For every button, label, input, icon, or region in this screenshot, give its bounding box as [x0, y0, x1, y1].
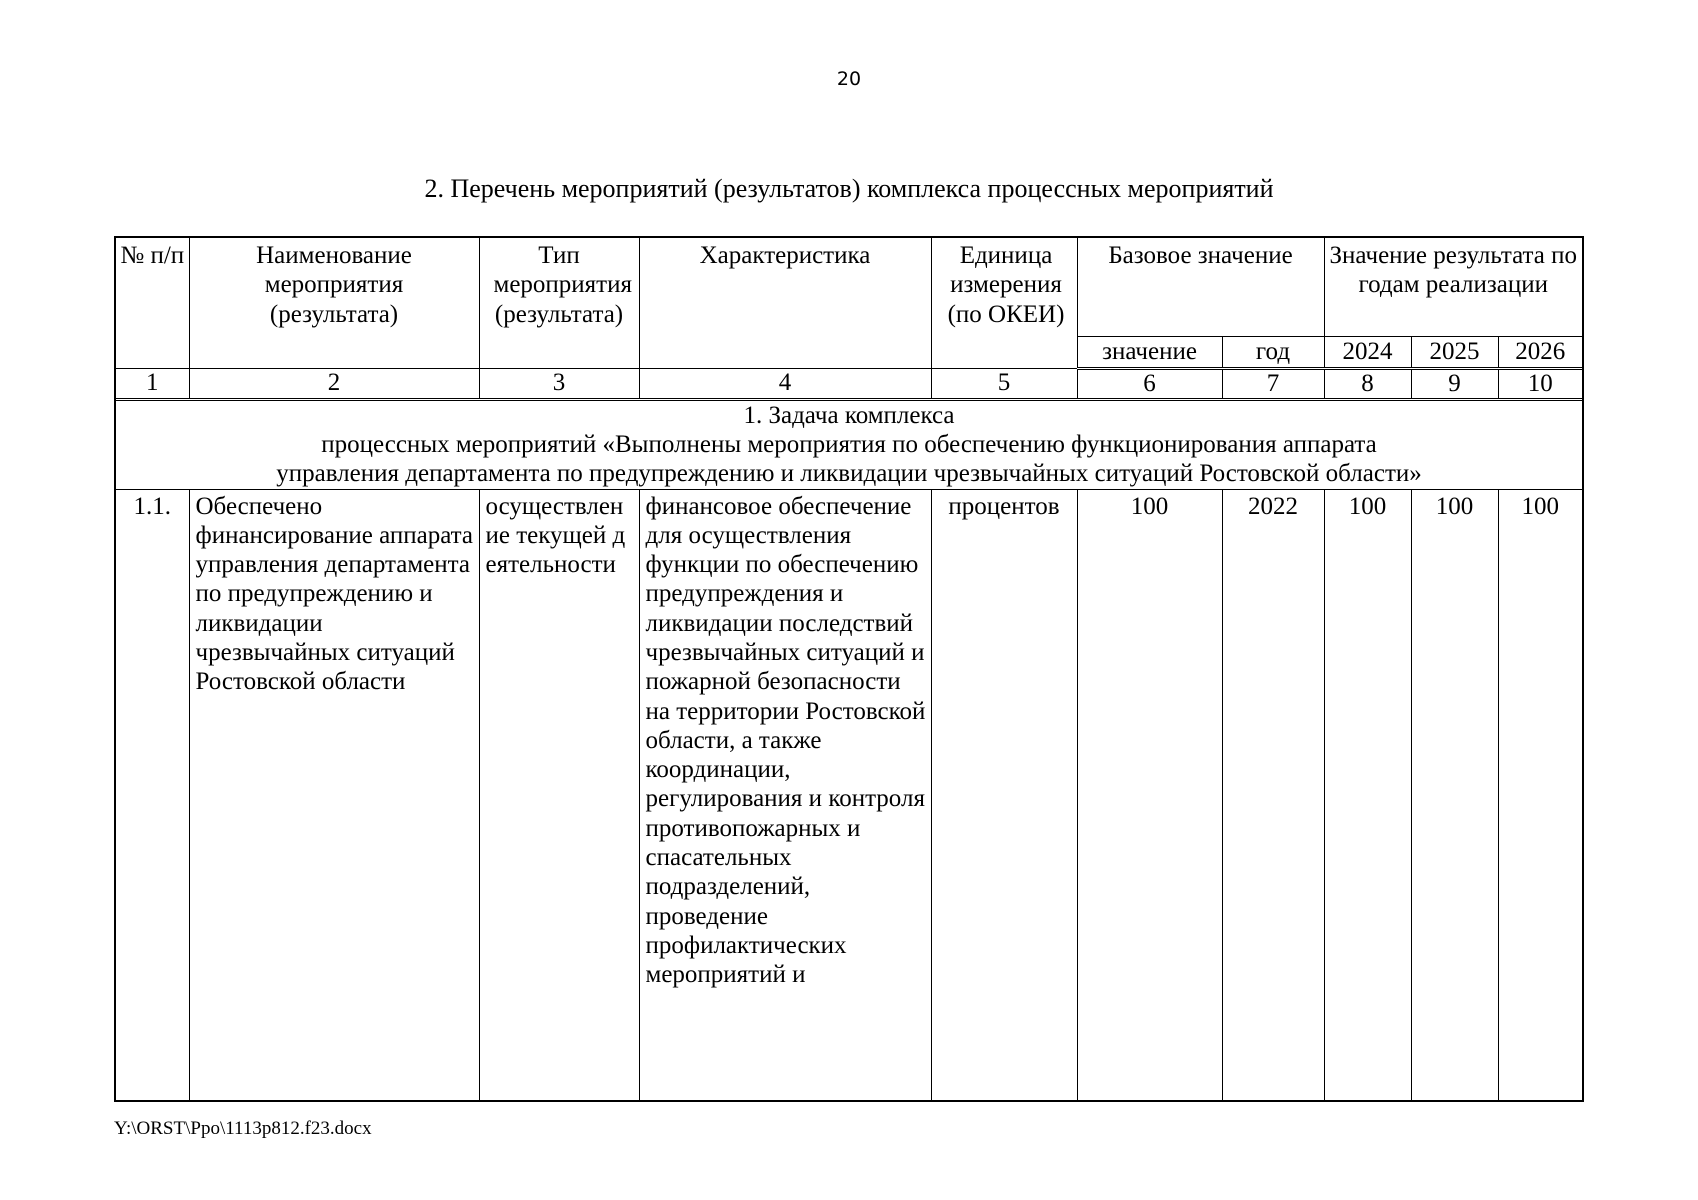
row-unit: процентов — [931, 489, 1077, 1102]
task-heading — [116, 399, 1582, 489]
row-value-2024: 100 — [1324, 489, 1411, 1102]
row-value-2025: 100 — [1411, 489, 1498, 1102]
column-number: 7 — [1222, 368, 1324, 399]
column-number-row — [116, 368, 1582, 399]
column-number: 1 — [116, 368, 189, 399]
row-characteristic: финансовое обеспечение для осуществления функции по обеспечению предупреждения и ликвидации последствий чрезвычайных ситуаций и пожарной безопасности на территории Ростовской области, а также координации, регулирования и контроля противопожарных и спасательных подразделений, проведение профилактических мероприятий и — [639, 489, 931, 1102]
row-base-year: 2022 — [1222, 489, 1324, 1102]
header-base-value: значение — [1077, 336, 1222, 368]
header-name: Наименование мероприятия (результата) — [189, 238, 479, 368]
header-result: Значение результата по годам реализации — [1324, 238, 1582, 336]
header-year-2026: 2026 — [1498, 336, 1582, 368]
row-num: 1.1. — [116, 489, 189, 1102]
column-number: 9 — [1411, 368, 1498, 399]
task-heading-line: 1. Задача комплекса — [743, 401, 955, 429]
document-title: 2. Перечень мероприятий (результатов) комплекса процессных мероприятий — [424, 174, 1274, 203]
column-number: 2 — [189, 368, 479, 399]
column-number: 8 — [1324, 368, 1411, 399]
header-type: Тип мероприятия (результата) — [479, 238, 639, 368]
column-number: 4 — [639, 368, 931, 399]
page-number: 20 — [836, 68, 862, 90]
header-year-2024: 2024 — [1324, 336, 1411, 368]
row-value-2026: 100 — [1498, 489, 1582, 1102]
column-number: 3 — [479, 368, 639, 399]
task-row — [116, 399, 1582, 489]
header-characteristic: Характеристика — [639, 238, 931, 368]
header-base-year: год — [1222, 336, 1324, 368]
header-base: Базовое значение — [1077, 238, 1324, 336]
column-number: 10 — [1498, 368, 1582, 399]
row-base-value: 100 — [1077, 489, 1222, 1102]
header-year-2025: 2025 — [1411, 336, 1498, 368]
row-type: осуществление текущей деятельности — [479, 489, 639, 1102]
table-row — [116, 489, 1582, 1102]
header-row — [116, 238, 1582, 336]
column-number: 6 — [1077, 368, 1222, 399]
footer-file-path: Y:\ORST\Ppo\1113p812.f23.docx — [114, 1118, 372, 1139]
measures-table — [114, 236, 1584, 1102]
header-num: № п/п — [116, 238, 189, 368]
task-heading-line: процессных мероприятий «Выполнены мероприятия по обеспечению функционирования аппарата — [321, 430, 1377, 458]
measures-table-grid — [116, 238, 1582, 1102]
task-heading-line: управления департамента по предупреждению и ликвидации чрезвычайных ситуаций Ростовской области» — [276, 459, 1422, 487]
column-number: 5 — [931, 368, 1077, 399]
row-name: Обеспечено финансирование аппарата управления департамента по предупреждению и ликвидации чрезвычайных ситуаций Ростовской области — [189, 489, 479, 1102]
header-unit: Единица измерения (по ОКЕИ) — [931, 238, 1077, 368]
